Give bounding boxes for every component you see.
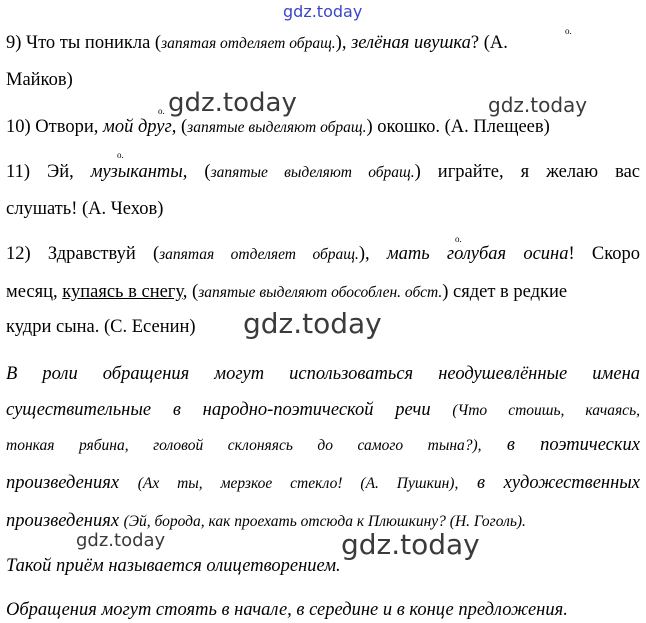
grammar-note: запятая отделяет обращ.: [161, 35, 336, 52]
underlined-phrase: купаясь в снегу: [62, 282, 183, 302]
rule-line-7: Обращения могут стоять в начале, в середине и в конце предложения.: [6, 600, 568, 620]
address-mark: о.: [455, 234, 462, 244]
rule-line-6: Такой приём называется олицетворением.: [6, 556, 341, 576]
item-9-line-1: 9) Что ты поникла (запятая отделяет обращ.), зелёная ивушка? (А.: [6, 33, 508, 53]
item-12-line-1: 12) Здравствуй (запятая отделяет обращ.), мать голубая осина! Скоро: [6, 244, 640, 264]
address-mark: о.: [117, 150, 124, 160]
example-quote: (Ах ты, мерзкое стекло! (А. Пушкин),: [137, 475, 459, 492]
rule-line-5: произведениях (Эй, борода, как проехать отсюда к Плюшкину? (Н. Гоголь).: [6, 511, 526, 531]
watermark-top: gdz.today: [283, 2, 363, 21]
item-10-line: 10) Отвори, мой друг, (запятые выделяют обращ.) окошко. (А. Плещеев): [6, 117, 550, 137]
rule-line-4: произведениях (Ах ты, мерзкое стекло! (А. Пушкин), в художественных: [6, 473, 641, 493]
watermark: gdz.today: [168, 88, 297, 118]
grammar-note: запятые выделяют обращ.: [187, 119, 367, 136]
example-quote: (Что стоишь, качаясь,: [452, 402, 640, 419]
item-12-line-2: месяц, купаясь в снегу, (запятые выделяют обособлен. обст.) сядет в редкие: [6, 282, 568, 302]
watermark: gdz.today: [488, 93, 588, 117]
example-quote: тонкая рябина, головой склоняясь до самого тына?),: [6, 437, 482, 454]
watermark: gdz.today: [243, 307, 382, 340]
grammar-note: запятые выделяют обособлен. обст.: [198, 284, 443, 301]
grammar-note: запятые выделяют обращ.: [210, 164, 415, 181]
address-word: мой друг: [103, 117, 172, 137]
item-12-line-3: кудри сына. (С. Есенин): [6, 317, 196, 337]
address-mark: о.: [158, 106, 165, 116]
address-word: мать голубая осина: [386, 244, 569, 264]
address-word: зелёная ивушка: [351, 33, 471, 53]
watermark: gdz.today: [76, 530, 166, 551]
watermark: gdz.today: [341, 528, 480, 561]
item-11-line-2: слушать! (А. Чехов): [6, 199, 164, 219]
rule-line-2: существительные в народно-поэтической речи (Что стоишь, качаясь,: [6, 400, 640, 420]
item-11-line-1: 11) Эй, музыканты, (запятые выделяют обращ.) играйте, я желаю вас: [6, 162, 641, 182]
item-9-line-2: Майков): [6, 70, 73, 90]
rule-line-1: В роли обращения могут использоваться неодушевлённые имена: [6, 364, 640, 384]
example-quote: (Эй, борода, как проехать отсюда к Плюшкину? (Н. Гоголь).: [123, 513, 526, 530]
grammar-note: запятая отделяет обращ.: [159, 246, 359, 263]
address-word: музыканты: [90, 162, 183, 182]
address-mark: о.: [565, 26, 572, 36]
rule-line-3: тонкая рябина, головой склоняясь до самого тына?), в поэтических: [6, 435, 641, 455]
